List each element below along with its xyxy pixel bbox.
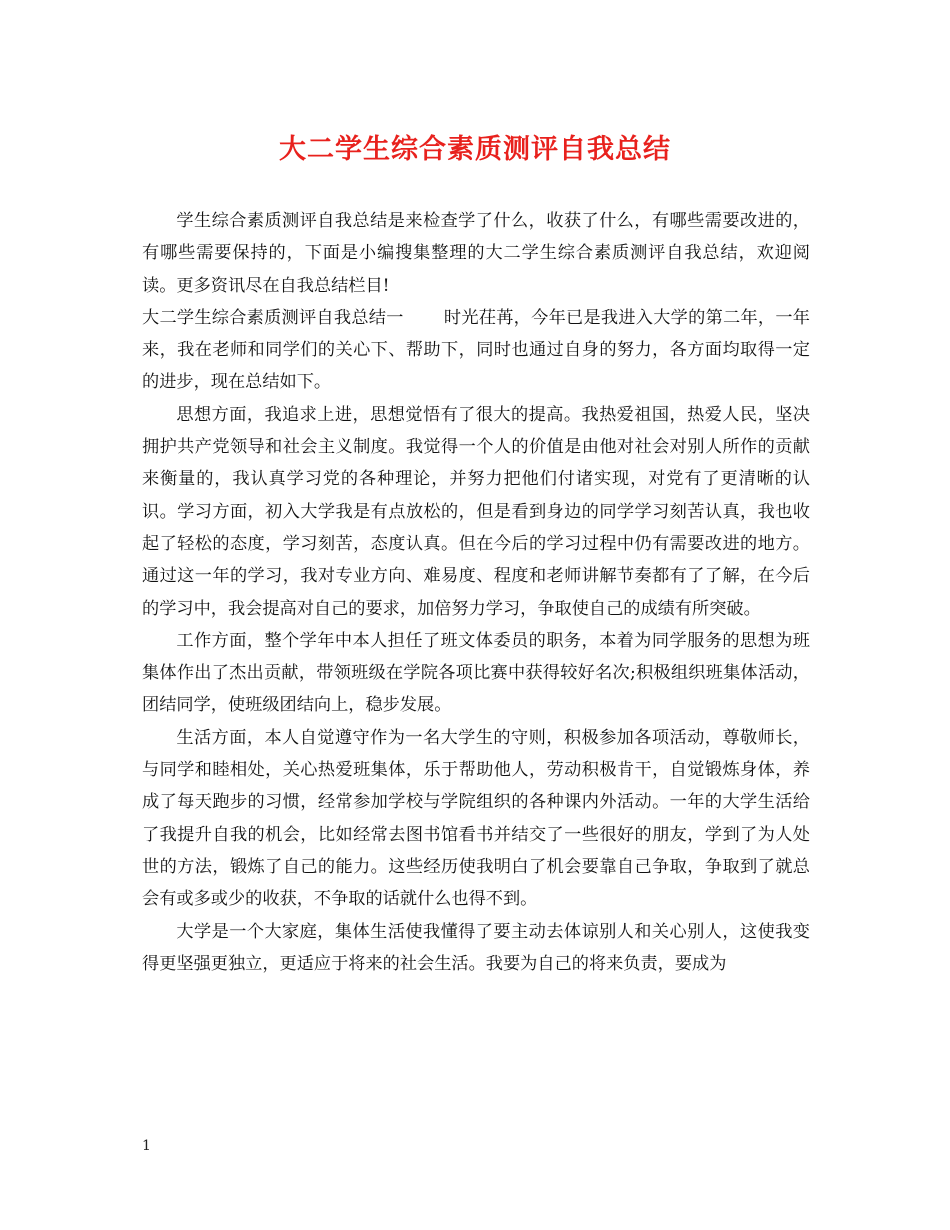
paragraph-life: 生活方面，本人自觉遵守作为一名大学生的守则，积极参加各项活动，尊敬师长，与同学和睦相处，关心热爱班集体，乐于帮助他人，劳动积极肯干，自觉锻炼身体，养成了每天跑步的习惯，经常参加学校与学院组织的各种课内外活动。一年的大学生活给了我提升自我的机会，比如经常去图书馆看书并结交了一些很好的朋友，学到了为人处世的方法，锻炼了自己的能力。这些经历使我明白了机会要靠自己争取，争取到了就总会有或多或少的收获，不争取的话就什么也得不到。 <box>142 727 810 910</box>
intro-paragraph: 学生综合素质测评自我总结是来检查学了什么，收获了什么，有哪些需要改进的，有哪些需要保持的，下面是小编搜集整理的大二学生综合素质测评自我总结，欢迎阅读。更多资讯尽在自我总结栏目! <box>142 211 810 296</box>
document-title: 大二学生综合素质测评自我总结 <box>279 134 671 165</box>
section-first-text: 时光茌苒，今年已是我进入大学的第二年，一年来，我在老师和同学们的关心下、帮助下，同时也通过自身的努力，各方面均取得一定的进步，现在总结如下。 <box>142 307 810 393</box>
page-number: 1 <box>142 1138 151 1154</box>
section-first-paragraph <box>142 302 810 399</box>
paragraph-thought-study: 思想方面，我追求上进，思想觉悟有了很大的提高。我热爱祖国，热爱人民，坚决拥护共产党领导和社会主义制度。我觉得一个人的价值是由他对社会对别人所作的贡献来衡量的，我认真学习党的各种理论，并努力把他们付诸实现，对党有了更清晰的认识。学习方面，初入大学我是有点放松的，但是看到身边的同学学习刻苦认真，我也收起了轻松的态度，学习刻苦，态度认真。但在今后的学习过程中仍有需要改进的地方。通过这一年的学习，我对专业方向、难易度、程度和老师讲解节奏都有了了解，在今后的学习中，我会提高对自己的要求，加倍努力学习，争取使自己的成绩有所突破。 <box>142 404 810 619</box>
section-heading: 大二学生综合素质测评自我总结一 <box>142 307 404 328</box>
document-body <box>142 205 810 980</box>
paragraph-work: 工作方面，整个学年中本人担任了班文体委员的职务，本着为同学服务的思想为班集体作出了杰出贡献，带领班级在学院各项比赛中获得较好名次;积极组织班集体活动，团结同学，使班级团结向上，稳步发展。 <box>142 630 810 716</box>
paragraph-university: 大学是一个大家庭，集体生活使我懂得了要主动去体谅别人和关心别人，这使我变得更坚强更独立，更适应于将来的社会生活。我要为自己的将来负责，要成为 <box>142 921 810 974</box>
